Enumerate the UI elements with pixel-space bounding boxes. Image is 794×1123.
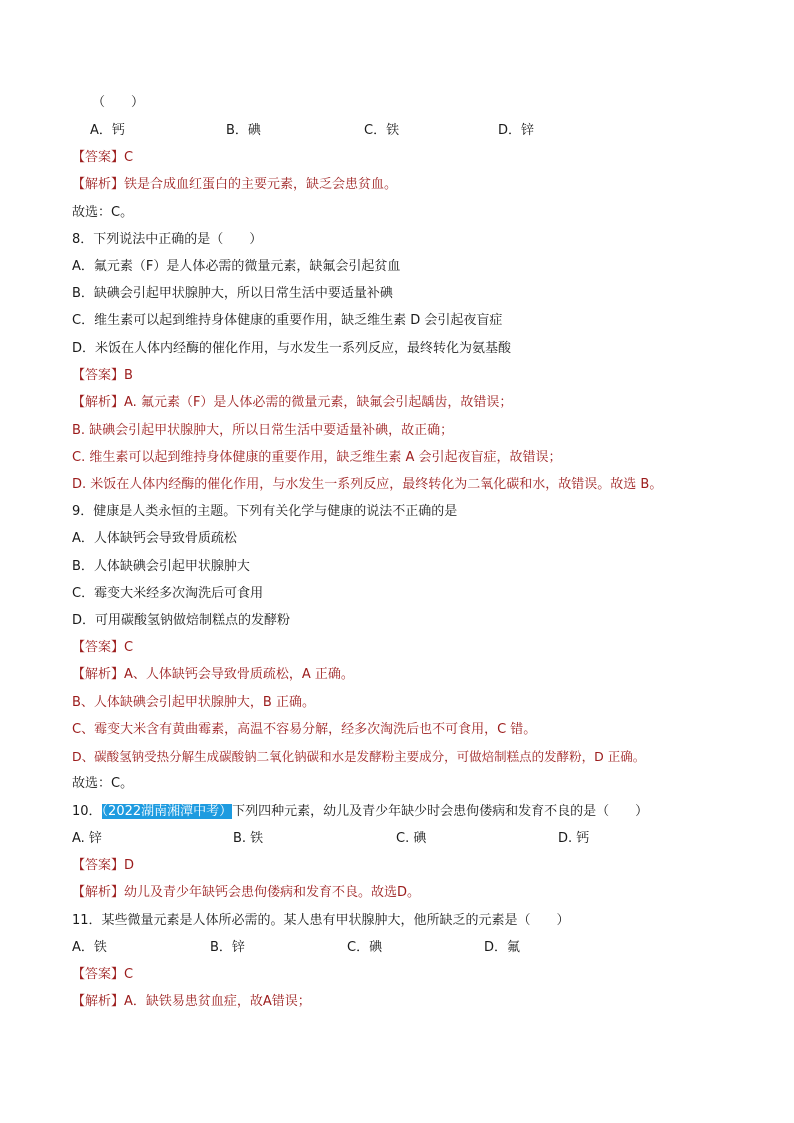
text-span: 铁是合成血红蛋白的主要元素，缺乏会患贫血。 xyxy=(124,177,398,192)
q9-conclusion: 故选：C。 xyxy=(72,776,134,791)
q10-option-c: C. 碘 xyxy=(396,831,427,846)
q9-analysis-d: D、碳酸氢钠受热分解生成碳酸钠二氧化钠碳和水是发酵粉主要成分，可做焙制糕点的发酵粉，D 正确。 xyxy=(72,749,646,764)
q8-option-a: A．氟元素（F）是人体必需的微量元素，缺氟会引起贫血 xyxy=(72,259,401,274)
q10-option-d: D. 钙 xyxy=(558,831,590,846)
text-span: 【解析】 xyxy=(72,885,125,900)
text-span: 【答案】 xyxy=(72,368,125,383)
text-span: 【解析】 xyxy=(72,395,125,410)
text-span: 下列四种元素，幼儿及青少年缺少时会患佝偻病和发育不良的是（ ） xyxy=(232,804,649,819)
text-span: C xyxy=(124,967,134,982)
text-span: 【解析】 xyxy=(72,994,125,1009)
q7-option-a: A．钙 xyxy=(90,123,125,138)
q10-answer xyxy=(72,856,134,876)
q8-option-c: C．维生素可以起到维持身体健康的重要作用，缺乏维生素 D 会引起夜盲症 xyxy=(72,313,503,328)
q10-analysis xyxy=(72,883,420,903)
q10-option-a: A. 锌 xyxy=(72,831,102,846)
text-span: B xyxy=(124,368,133,383)
text-span: 10． xyxy=(72,804,102,819)
q7-answer xyxy=(72,148,133,168)
q10-stem-line xyxy=(72,802,648,822)
q11-option-a: A．铁 xyxy=(72,940,107,955)
q7-option-c: C．铁 xyxy=(364,123,400,138)
q9-option-d: D．可用碳酸氢钠做焙制糕点的发酵粉 xyxy=(72,613,291,628)
text-span: 【答案】 xyxy=(72,967,125,982)
q9-option-b: B．人体缺碘会引起甲状腺肿大 xyxy=(72,559,250,574)
text-span: D xyxy=(124,858,135,873)
q7-option-b: B．碘 xyxy=(226,123,261,138)
q7-conclusion: 故选：C。 xyxy=(72,205,134,220)
q7-paren: （ ） xyxy=(92,95,145,110)
q8-option-b: B．缺碘会引起甲状腺肿大，所以日常生活中要适量补碘 xyxy=(72,286,393,301)
text-span: A、人体缺钙会导致骨质疏松，A 正确。 xyxy=(124,667,354,682)
q8-answer xyxy=(72,366,133,386)
q7-analysis xyxy=(72,175,397,195)
text-span: 幼儿及青少年缺钙会患佝偻病和发育不良。故选D。 xyxy=(124,885,421,900)
text-span: 【解析】 xyxy=(72,177,125,192)
q8-analysis-d: D. 米饭在人体内经酶的催化作用，与水发生一系列反应，最终转化为二氧化碳和水，故错误。故选 B。 xyxy=(72,477,663,492)
text-span: A. 氟元素（F）是人体必需的微量元素，缺氟会引起龋齿，故错误； xyxy=(124,395,513,410)
q11-analysis xyxy=(72,992,311,1012)
q8-analysis-b: B. 缺碘会引起甲状腺肿大，所以日常生活中要适量补碘，故正确； xyxy=(72,423,454,438)
text-span: 【答案】 xyxy=(72,640,125,655)
q8-stem: 8．下列说法中正确的是（ ） xyxy=(72,232,263,247)
q10-source-tag: （2022湖南湘潭中考） xyxy=(101,804,233,819)
q11-stem: 11．某些微量元素是人体所必需的。某人患有甲状腺肿大，他所缺乏的元素是（ ） xyxy=(72,913,570,928)
text-span: C xyxy=(124,640,134,655)
q9-option-c: C．霉变大米经多次淘洗后可食用 xyxy=(72,586,264,601)
q9-stem: 9．健康是人类永恒的主题。下列有关化学与健康的说法不正确的是 xyxy=(72,504,458,519)
q8-analysis-c: C. 维生素可以起到维持身体健康的重要作用，缺乏维生素 A 会引起夜盲症，故错误； xyxy=(72,450,562,465)
text-span: A．缺铁易患贫血症，故A错误； xyxy=(124,994,311,1009)
q8-analysis-a xyxy=(72,393,512,413)
q9-option-a: A．人体缺钙会导致骨质疏松 xyxy=(72,531,237,546)
q9-answer xyxy=(72,638,133,658)
q11-option-b: B．锌 xyxy=(210,940,245,955)
q11-answer xyxy=(72,965,133,985)
q9-analysis-c: C、霉变大米含有黄曲霉素，高温不容易分解，经多次淘洗后也不可食用，C 错。 xyxy=(72,722,537,737)
q9-analysis-a xyxy=(72,665,354,685)
q11-option-d: D．氟 xyxy=(484,940,521,955)
text-span: 【答案】 xyxy=(72,150,125,165)
text-span: C xyxy=(124,150,134,165)
text-span: 【答案】 xyxy=(72,858,125,873)
q7-option-d: D．锌 xyxy=(498,123,535,138)
text-span: 【解析】 xyxy=(72,667,125,682)
q11-option-c: C．碘 xyxy=(347,940,383,955)
q9-analysis-b: B、人体缺碘会引起甲状腺肿大，B 正确。 xyxy=(72,695,315,710)
q8-option-d: D．米饭在人体内经酶的催化作用，与水发生一系列反应，最终转化为氨基酸 xyxy=(72,341,512,356)
q10-option-b: B. 铁 xyxy=(233,831,264,846)
